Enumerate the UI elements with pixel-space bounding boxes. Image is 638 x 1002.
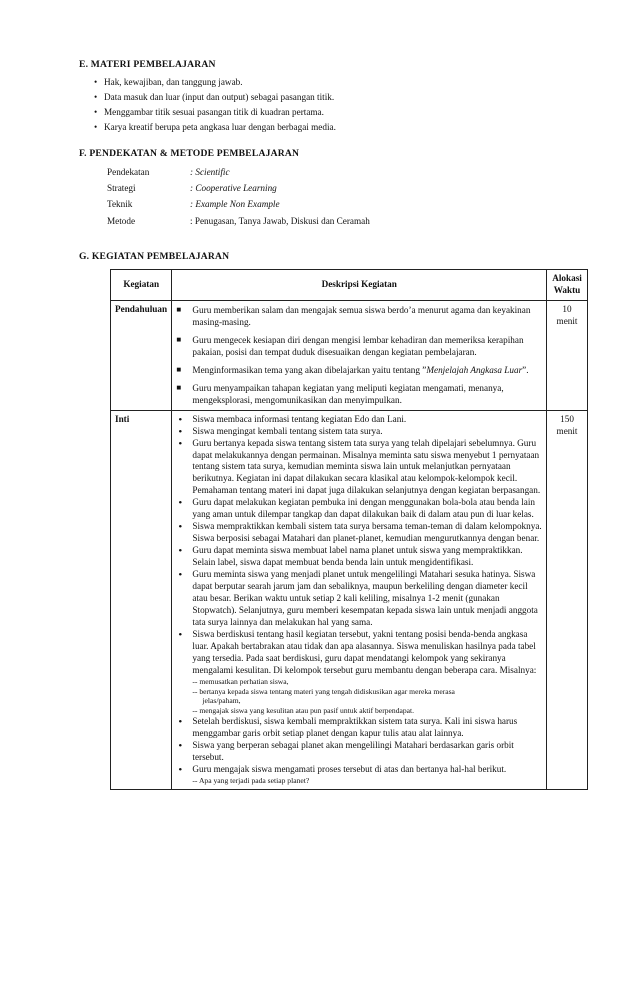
approach-label: Pendekatan	[107, 167, 150, 177]
list-item	[176, 764, 542, 786]
phase-inti: Inti	[111, 410, 172, 789]
strategy-label: Strategi	[107, 183, 136, 193]
list-item-text: Menginformasikan tema yang akan dibelajarkan yaitu tentang ”	[192, 364, 427, 375]
sub-item: jelas/paham,	[202, 696, 241, 706]
time-unit: menit	[556, 425, 578, 436]
list-item: • Guru bertanya kepada siswa tentang sistem tata surya yang telah dipelajari sebelumnya. Guru dapat melakukannya dengan permainan. Misalnya meminta satu siswa menyebut 1 pernyataan tentang sistem tata surya, kemudian meminta siswa lain untuk melanjutkan pernyataan berikutnya. Kegiatan ini dapat dilakukan secara klasikal atau kelompok-kelompok kecil. Pemahaman tentang materi ini dapat juga dilakukan selanjutnya dengan kegiatan berpasangan.	[176, 438, 542, 498]
list-item: • Siswa membaca informasi tentang kegiatan Edo dan Lani.	[176, 414, 542, 426]
method-value: : Penugasan, Tanya Jawab, Diskusi dan Ceramah	[190, 216, 370, 226]
sub-item: -- memusatkan perhatian siswa,	[192, 676, 289, 686]
technique-label: Teknik	[107, 199, 133, 209]
pendahuluan-description	[172, 301, 547, 411]
strategy-value: : Cooperative Learning	[190, 183, 277, 193]
sub-item: -- Apa yang terjadi pada setiap planet?	[192, 775, 310, 785]
list-item: • Siswa mempraktikkan kembali sistem tata surya bersama teman-teman di dalam kelompoknya. Siswa berposisi sebagai Matahari dan planet-planet, kemudian mengurutkannya dengan benar.	[176, 521, 542, 545]
section-e-title: E. MATERI PEMBELAJARAN	[79, 59, 216, 70]
inti-time	[547, 410, 588, 789]
list-item: • Data masuk dan luar (input dan output) sebagai pasangan titik.	[94, 92, 594, 104]
phase-pendahuluan: Pendahuluan	[111, 301, 172, 411]
header-alokasi: Alokasi Waktu	[547, 270, 588, 301]
technique-value: : Example Non Example	[190, 199, 280, 209]
list-item: • Siswa yang berperan sebagai planet akan mengelilingi Matahari berdasarkan garis orbit tersebut.	[176, 740, 542, 764]
time-value: 10	[562, 304, 572, 314]
theme-title: Menjelajah Angkasa Luar	[426, 364, 523, 375]
pendahuluan-time	[547, 301, 588, 411]
list-item	[176, 365, 542, 377]
list-item-end: ”.	[522, 364, 529, 375]
section-e-list	[94, 77, 594, 137]
list-item: • Menggambar titik sesuai pasangan titik di kuadran pertama.	[94, 107, 594, 119]
list-item-text: • Siswa berdiskusi tentang hasil kegiatan tersebut, yakni tentang posisi benda-benda angkasa luar. Apakah bertabrakan atau tidak dan apa alasannya. Siswa menuliskan hasilnya pada tabel yang tersedia. Pada saat berdiskusi, guru dapat mendatangi kelompok yang sekiranya mengalami kesulitan. Di kelompok tersebut guru membantu dengan beberapa cara. Misalnya:	[192, 628, 537, 675]
list-item: ■ Guru menyampaikan tahapan kegiatan yang meliputi kegiatan mengamati, menanya, mengeksplorasi, mengomunikasikan dan menyimpulkan.	[176, 383, 542, 407]
list-item: • Guru dapat melakukan kegiatan pembuka ini dengan menggunakan bola-bola atau benda lain yang aman untuk dilempar tangkap dan dapat dilakukan baik di dalam atau pun di luar kelas.	[176, 497, 542, 521]
list-item: • Setelah berdiskusi, siswa kembali mempraktikkan sistem tata surya. Kali ini siswa harus menggambar garis orbit setiap planet dengan kapur tulis atau alat lainnya.	[176, 716, 542, 740]
list-item: • Siswa mengingat kembali tentang sistem tata surya.	[176, 426, 542, 438]
table-row	[111, 410, 588, 789]
time-value: 150	[560, 413, 574, 424]
list-item-text: • Guru mengajak siswa mengamati proses tersebut di atas dan bertanya hal-hal berikut.	[192, 763, 507, 774]
header-deskripsi: Deskripsi Kegiatan	[172, 270, 547, 301]
sub-item: -- bertanya kepada siswa tentang materi yang tengah didiskusikan agar mereka merasa	[192, 686, 455, 696]
header-kegiatan: Kegiatan	[111, 270, 172, 301]
time-unit: menit	[556, 315, 578, 326]
section-f-title: F. PENDEKATAN & METODE PEMBELAJARAN	[79, 148, 300, 159]
method-label: Metode	[107, 216, 136, 226]
list-item: • Guru dapat meminta siswa membuat label nama planet untuk siswa yang mempraktikkan. Selain label, siswa dapat membuat benda benda lain untuk mengidentifikasi.	[176, 545, 542, 569]
list-item: • Karya kreatif berupa peta angkasa luar dengan berbagai media.	[94, 122, 594, 134]
table-row	[111, 301, 588, 411]
sub-item: -- mengajak siswa yang kesulitan atau pun pasif untuk aktif berpendapat.	[192, 706, 415, 716]
table-header-row	[111, 270, 588, 301]
activity-table	[110, 269, 588, 790]
list-item: • Hak, kewajiban, dan tanggung jawab.	[94, 77, 594, 89]
list-item	[176, 629, 542, 716]
list-item: ■ Guru memberikan salam dan mengajak semua siswa berdo’a menurut agama dan keyakinan masing-masing.	[176, 305, 542, 329]
list-item: • Guru meminta siswa yang menjadi planet untuk mengelilingi Matahari sesuka hatinya. Siswa dapat berputar searah jarum jam dan sebaliknya, maupun berkeliling dengan diameter kecil atau besar. Berikan waktu untuk setiap 2 kali keliling, misalnya 1-2 menit (gunakan Stopwatch). Selanjutnya, guru memberi kesempatan kepada siswa lain untuk menjadi anggota tata surya lainnya dan melakukan hal yang sama.	[176, 569, 542, 629]
inti-description	[172, 410, 547, 789]
list-item: ■ Guru mengecek kesiapan diri dengan mengisi lembar kehadiran dan memeriksa kerapihan pakaian, posisi dan tempat duduk disesuaikan dengan kegiatan pembelajaran.	[176, 335, 542, 359]
approach-value: : Scientific	[190, 167, 230, 177]
section-g-title: G. KEGIATAN PEMBELAJARAN	[79, 251, 230, 262]
